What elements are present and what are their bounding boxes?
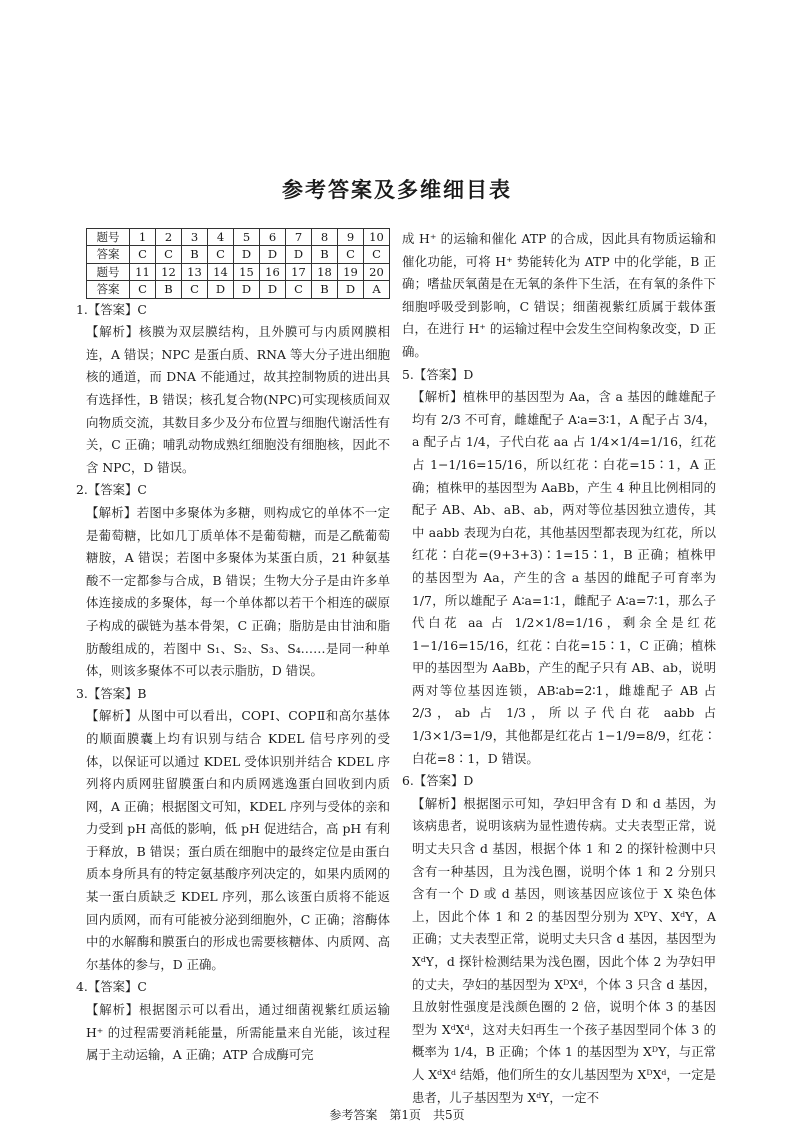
left-column xyxy=(76,228,390,1067)
answer-heading: 6.【答案】D xyxy=(402,773,474,789)
answer-table-cell: C xyxy=(156,246,182,263)
answer-table-cell: C xyxy=(182,281,208,298)
answer-table-cell: 5 xyxy=(234,229,260,246)
answer-table-cell: B xyxy=(312,246,338,263)
answer-table-row-label: 题号 xyxy=(87,263,130,280)
answer-table-row xyxy=(87,229,390,246)
answer-block xyxy=(76,299,390,480)
answer-table-cell: 6 xyxy=(260,229,286,246)
right-column xyxy=(402,228,716,1109)
answer-table-cell: 19 xyxy=(338,263,364,280)
answer-heading: 4.【答案】C xyxy=(76,979,147,995)
answer-table-cell: D xyxy=(260,281,286,298)
answer-table-cell: B xyxy=(156,281,182,298)
answer-table-cell: A xyxy=(364,281,390,298)
answer-table-cell: 7 xyxy=(286,229,312,246)
answer-table-cell: 13 xyxy=(182,263,208,280)
answer-table-cell: 11 xyxy=(130,263,156,280)
answer-table-cell: 16 xyxy=(260,263,286,280)
answer-table-cell: C xyxy=(364,246,390,263)
page-title: 参考答案及多维细目表 xyxy=(282,178,512,202)
answer-table-row-label: 题号 xyxy=(87,229,130,246)
answer-table-cell: D xyxy=(234,281,260,298)
answer-table xyxy=(86,228,390,299)
answer-analysis: 【解析】从图中可以看出，COPⅠ、COPⅡ和高尔基体的顺面膜囊上均有识别与结合 KDEL 信号序列的受体，以保证可以通过 KDEL 受体识别并结合 KDEL 序列将内质网驻留膜蛋白和内质网逃逸蛋白回收到内质网，A 正确；根据图文可知，KDEL 序列与受体的亲和力受到 pH 高低的影响，低 pH 促进结合，高 pH 有利于释放，B 错误；蛋白质在细胞中的最终定位是由蛋白质本身所具有的特定氨基酸序列决定的，如果内质网的某一蛋白质缺乏 KDEL 序列，那么该蛋白质将不能返回内质网，而有可能被分泌到细胞外，C 正确；溶酶体中的水解酶和膜蛋白的形成也需要核糖体、内质网、高尔基体的参与，D 正确。 xyxy=(86,708,390,972)
answer-heading: 3.【答案】B xyxy=(76,685,147,701)
answer-analysis: 【解析】植株甲的基因型为 Aa，含 a 基因的雌雄配子均有 2/3 不可育，雌雄配子 A∶a=3∶1，A 配子占 3/4，a 配子占 1/4，子代白花 aa 占 1/4×1/4=1/16，红花占 1−1/16=15/16，所以红花∶白花=15∶1，A 正确；植株甲的基因型为 AaBb，产生 4 种且比例相同的配子 AB、Ab、aB、ab，两对等位基因独立遗传，其中 aabb 表现为白花，其他基因型都表现为红花，所以红花∶白花=(9+3+3)∶1=15∶1，B 正确；植株甲的基因型为 Aa，产生的含 a 基因的雌配子可育率为 1/7，所以雄配子 A∶a=1∶1，雌配子 A∶a=7∶1，那么子代白花 aa 占 1/2×1/8=1/16，剩余全是红花 1−1/16=15/16，红花∶白花=15∶1，C 正确；植株甲的基因型为 AaBb，产生的配子只有 AB、ab，说明两对等位基因连锁，AB∶ab=2∶1，雌雄配子 AB 占 2/3，ab 占 1/3，所以子代白花 aabb 占 1/3×1/3=1/9，其他都是红花占 1−1/9=8/9，红花∶白花=8∶1，D 错误。 xyxy=(412,389,716,766)
answer-table-cell: 15 xyxy=(234,263,260,280)
answer-table-cell: C xyxy=(130,281,156,298)
answer-table-cell: 3 xyxy=(182,229,208,246)
answer-table-cell: 9 xyxy=(338,229,364,246)
answer-heading: 5.【答案】D xyxy=(402,366,474,382)
answer-table-cell: 14 xyxy=(208,263,234,280)
answer-table-cell: 20 xyxy=(364,263,390,280)
answer-analysis: 【解析】若图中多聚体为多糖，则构成它的单体不一定是葡萄糖，比如几丁质单体不是葡萄糖，而是乙酰葡萄糖胺，A 错误；若图中多聚体为某蛋白质，21 种氨基酸不一定都参与合成，B 错误；生物大分子是由许多单体连接成的多聚体，每一个单体都以若干个相连的碳原子构成的碳链为基本骨架，C 正确；脂肪是由甘油和脂肪酸组成的，若图中 S₁、S₂、S₃、S₄……是同一种单体，则该多聚体不可以表示脂肪，D 错误。 xyxy=(86,504,390,679)
answer-table-cell: 4 xyxy=(208,229,234,246)
answer-4-continuation: 成 H⁺ 的运输和催化 ATP 的合成，因此具有物质运输和催化功能，可将 H⁺ 势能转化为 ATP 中的化学能，B 正确；嗜盐厌氧菌是在无氧的条件下生活，在有氧的条件下细胞呼吸受到影响，C 错误；细菌视紫红质属于载体蛋白，在进行 H⁺ 的运输过程中会发生空间构象改变，D 正确。 xyxy=(402,231,716,359)
page-footer: 参考答案 第1页 共5页 xyxy=(329,1108,465,1122)
answer-block xyxy=(76,683,390,977)
answer-table-row-label: 答案 xyxy=(87,281,130,298)
answer-analysis: 【解析】根据图示可知，孕妇甲含有 D 和 d 基因，为该病患者，说明该病为显性遗传病。丈夫表型正常，说明丈夫只含 d 基因，根据个体 1 和 2 的探针检测中只含有一种基因，且为浅色圈，说明个体 1 和 2 分别只含有一个 D 或 d 基因，则该基因应该位于 X 染色体上，因此个体 1 和 2 的基因型分别为 XᴰY、XᵈY，A 正确；丈夫表型正常，说明丈夫只含 d 基因，基因型为 XᵈY，d 探针检测结果为浅色圈，因此个体 2 为孕妇甲的丈夫，孕妇的基因型为 XᴰXᵈ，个体 3 只含 d 基因，且放射性强度是浅颜色圈的 2 倍，说明个体 3 的基因型为 XᵈXᵈ，这对夫妇再生一个孩子基因型同个体 3 的概率为 1/4，B 正确；个体 1 的基因型为 XᴰY，与正常人 XᵈXᵈ 结婚，他们所生的女儿基因型为 XᴰXᵈ，一定是患者，儿子基因型为 XᵈY，一定不 xyxy=(412,795,716,1105)
answer-heading: 2.【答案】C xyxy=(76,482,147,498)
answer-table-cell: D xyxy=(286,246,312,263)
answer-table-cell: 12 xyxy=(156,263,182,280)
answer-table-row-label: 答案 xyxy=(87,246,130,263)
answer-table-cell: C xyxy=(130,246,156,263)
answer-block xyxy=(402,364,716,771)
answer-analysis: 【解析】核膜为双层膜结构，且外膜可与内质网膜相连，A 错误；NPC 是蛋白质、RNA 等大分子进出细胞核的通道，而 DNA 不能通过，故其控制物质的进出具有选择性，B 错误；核孔复合物(NPC)可实现核质间双向物质交流，其数目多少及分布位置与细胞代谢活性有关，C 正确；哺乳动物成熟红细胞没有细胞核，因此不含 NPC，D 错误。 xyxy=(86,324,390,475)
answer-table-cell: D xyxy=(234,246,260,263)
answer-table-row xyxy=(87,263,390,280)
answer-table-cell: B xyxy=(182,246,208,263)
answer-analysis: 【解析】根据图示可以看出，通过细菌视紫红质运输 H⁺ 的过程需要消耗能量，所需能量来自光能，该过程属于主动运输，A 正确；ATP 合成酶可完 xyxy=(86,1002,390,1063)
answer-table-cell: C xyxy=(338,246,364,263)
answer-table-cell: D xyxy=(338,281,364,298)
answer-table-cell: D xyxy=(208,281,234,298)
answer-table-cell: 8 xyxy=(312,229,338,246)
answer-table-row xyxy=(87,281,390,298)
answer-table-cell: D xyxy=(260,246,286,263)
answer-block xyxy=(402,770,716,1109)
answer-table-row xyxy=(87,246,390,263)
answer-heading: 1.【答案】C xyxy=(76,301,147,317)
answer-table-cell: 18 xyxy=(312,263,338,280)
answer-table-cell: 17 xyxy=(286,263,312,280)
answer-table-cell: 2 xyxy=(156,229,182,246)
answer-block xyxy=(76,976,390,1066)
answer-table-cell: 1 xyxy=(130,229,156,246)
answer-block xyxy=(76,479,390,682)
answer-table-cell: C xyxy=(208,246,234,263)
answer-table-cell: 10 xyxy=(364,229,390,246)
answer-table-cell: C xyxy=(286,281,312,298)
answer-table-cell: B xyxy=(312,281,338,298)
